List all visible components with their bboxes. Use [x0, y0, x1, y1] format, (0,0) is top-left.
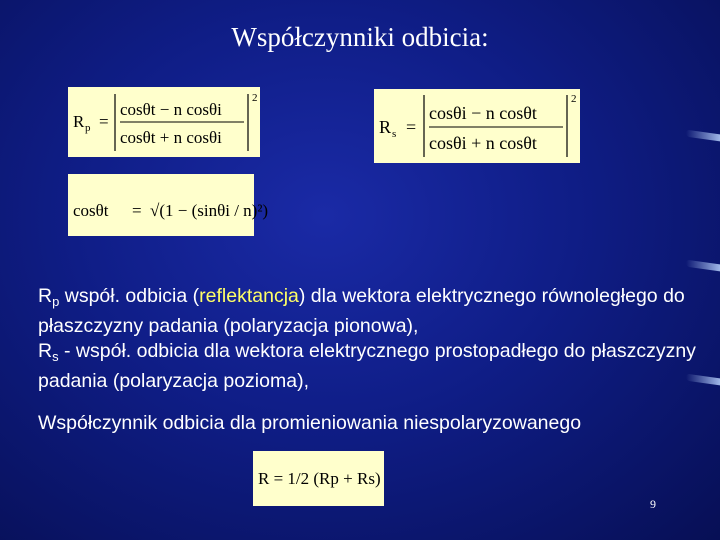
equals-sign: =: [132, 201, 142, 220]
rs-denominator: cosθi + n cosθt: [429, 133, 537, 153]
slide-title: Współczynniki odbicia:: [231, 22, 489, 52]
rs-text: - współ. odbicia dla wektora elektrycznego prostopadłego do płaszczyzny padania (polaryzacja pozioma),: [38, 340, 696, 392]
rp-numerator: cosθt − n cosθi: [120, 100, 222, 119]
summary-line: Współczynnik odbicia dla promieniowania niespolaryzowanego: [38, 412, 582, 434]
rp-subscript: p: [52, 294, 60, 309]
slide-accent-stripe: [686, 130, 720, 142]
definitions-paragraph: [38, 284, 718, 394]
rp-text-b: ) dla wektora elektrycznego równoległego do płaszczyzny padania (polaryzacja pionowa),: [38, 285, 685, 337]
rs-lhs: R: [379, 117, 392, 137]
cos-t-lhs: cosθt: [73, 201, 109, 220]
reflektancja-highlight: reflektancja: [199, 285, 299, 307]
cos-t-expression: √(1 − (sinθi / n)²): [150, 201, 269, 220]
r-total-expression: R = 1/2 (Rp + Rs): [258, 469, 381, 488]
rp-power: 2: [252, 92, 258, 104]
page-number: 9: [650, 497, 656, 511]
equals-sign: =: [99, 112, 109, 131]
rp-denominator: cosθt + n cosθi: [120, 128, 222, 147]
equals-sign: =: [406, 117, 417, 137]
rp-text-a: współ. odbicia (: [59, 285, 200, 307]
formula-rp: [68, 87, 260, 157]
rs-lhs-sub: s: [392, 128, 397, 140]
rp-lhs-sub: p: [85, 122, 91, 134]
formula-cos-theta-t: [68, 174, 269, 236]
formula-rs: [374, 89, 580, 163]
rs-subscript: s: [52, 349, 59, 364]
rp-lhs: R: [73, 112, 85, 131]
slide-accent-stripe: [686, 260, 720, 272]
rs-power: 2: [571, 93, 577, 105]
rp-symbol: R: [38, 285, 53, 307]
rs-symbol: R: [38, 340, 53, 362]
rs-numerator: cosθi − n cosθt: [429, 103, 537, 123]
formula-r-total: [253, 451, 384, 506]
